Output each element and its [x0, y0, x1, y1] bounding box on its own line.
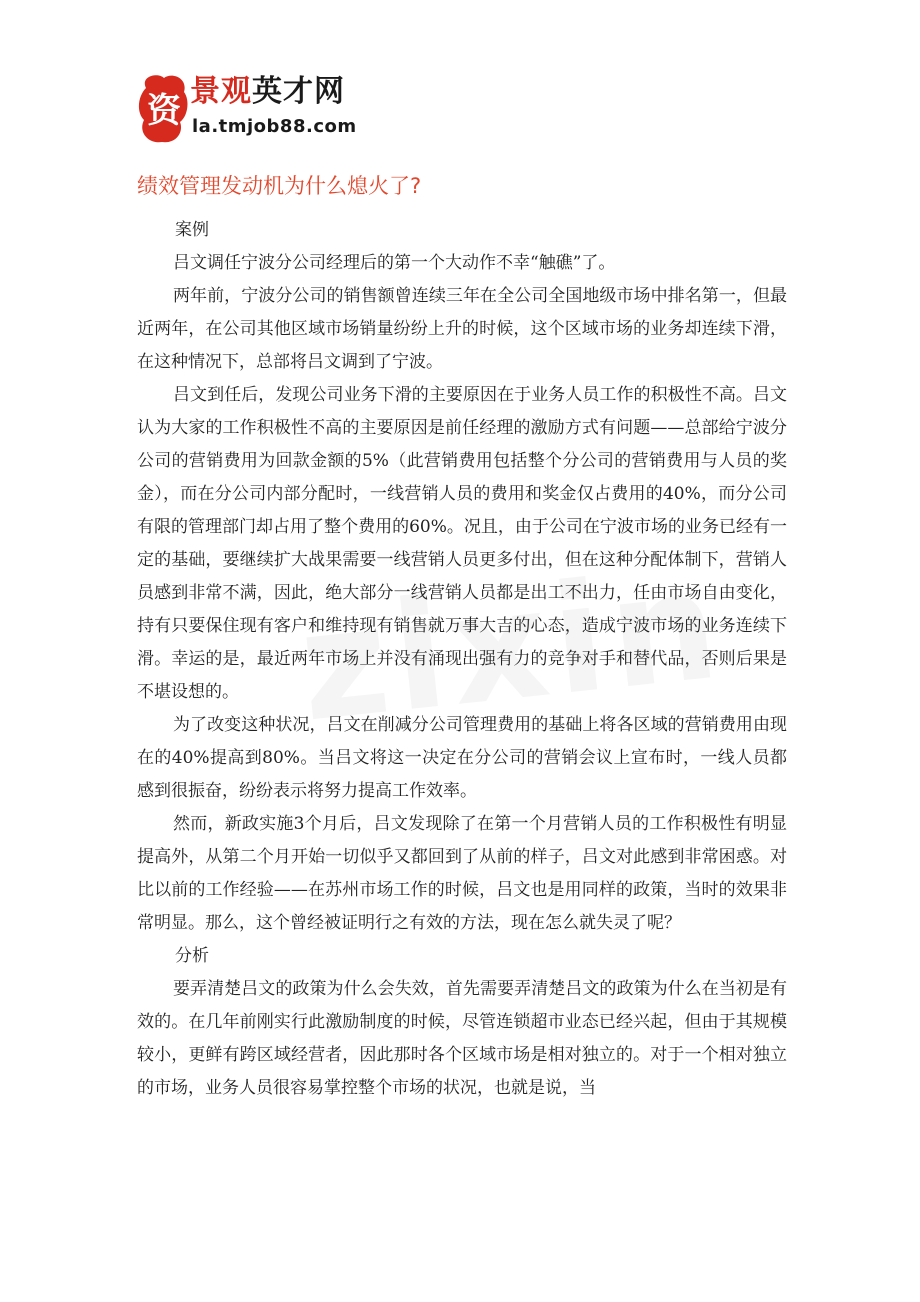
paragraph: 吕文调任宁波分公司经理后的第一个大动作不幸“触礁”了。 [173, 253, 616, 273]
paragraph: 为了改变这种状况，吕文在削减分公司管理费用的基础上将各区域的营销费用由现在的40%提高到80%。当吕文将这一决定在分公司的营销会议上宣布时，一线人员都感到很振奋，纷纷表示将努力提高工作效率。 [137, 715, 787, 801]
section-label-analysis: 分析 [175, 946, 209, 966]
logo-name-part2: 英才网 [252, 74, 345, 109]
logo-name [190, 74, 345, 110]
article-title: 绩效管理发动机为什么熄火了? [137, 174, 422, 198]
article-body [137, 214, 787, 1105]
section-label-case: 案例 [175, 220, 209, 240]
paragraph: 要弄清楚吕文的政策为什么会失效，首先需要弄清楚吕文的政策为什么在当初是有效的。在几年前刚实行此激励制度的时候，尽管连锁超市业态已经兴起，但由于其规模较小，更鲜有跨区域经营者，因此那时各个区域市场是相对独立的。对于一个相对独立的市场，业务人员很容易掌控整个市场的状况，也就是说，当 [137, 979, 787, 1098]
paragraph: 然而，新政实施3个月后，吕文发现除了在第一个月营销人员的工作积极性有明显提高外，从第二个月开始一切似乎又都回到了从前的样子，吕文对此感到非常困惑。对比以前的工作经验——在苏州市场工作的时候，吕文也是用同样的政策，当时的效果非常明显。那么，这个曾经被证明行之有效的方法，现在怎么就失灵了呢？ [137, 814, 787, 933]
logo-url: la.tmjob88.com [192, 116, 357, 137]
site-logo[interactable] [136, 68, 376, 152]
logo-mark-icon [136, 70, 192, 146]
paragraph: 两年前，宁波分公司的销售额曾连续三年在全公司全国地级市场中排名第一，但最近两年，在公司其他区域市场销量纷纷上升的时候，这个区域市场的业务却连续下滑，在这种情况下，总部将吕文调到了宁波。 [137, 286, 787, 372]
logo-name-part1: 景观 [190, 74, 252, 109]
paragraph: 吕文到任后，发现公司业务下滑的主要原因在于业务人员工作的积极性不高。吕文认为大家的工作积极性不高的主要原因是前任经理的激励方式有问题——总部给宁波分公司的营销费用为回款金额的5%（此营销费用包括整个分公司的营销费用与人员的奖金），而在分公司内部分配时，一线营销人员的费用和奖金仅占费用的40%，而分公司有限的管理部门却占用了整个费用的60%。况且，由于公司在宁波市场的业务已经有一定的基础，要继续扩大战果需要一线营销人员更多付出，但在这种分配体制下，营销人员感到非常不满，因此，绝大部分一线营销人员都是出工不出力，任由市场自由变化，持有只要保住现有客户和维持现有销售就万事大吉的心态，造成宁波市场的业务连续下滑。幸运的是，最近两年市场上并没有涌现出强有力的竞争对手和替代品，否则后果是不堪设想的。 [137, 385, 787, 702]
svg-text:资: 资 [147, 91, 181, 131]
